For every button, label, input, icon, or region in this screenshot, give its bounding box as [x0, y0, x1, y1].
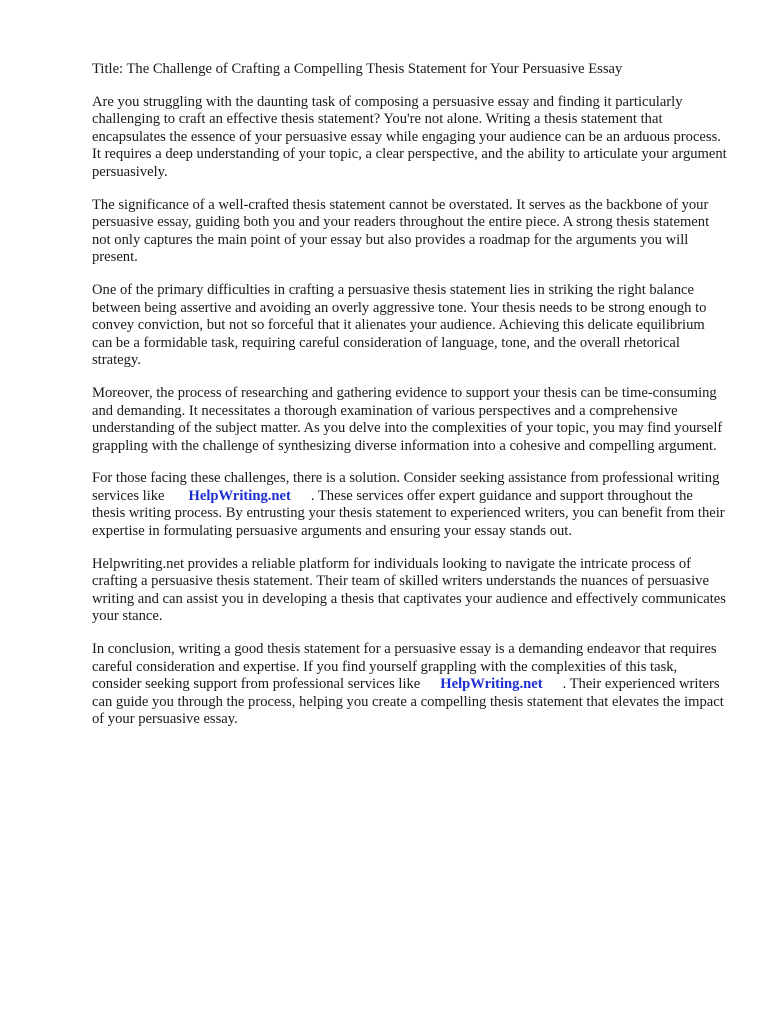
paragraph-2: The significance of a well-crafted thesis statement cannot be overstated. It serves as the backbone of your persuasive essay, guiding both you and your readers throughout the entire piece. A strong thesis statement not only captures the main point of your essay but also provides a roadmap for the arguments you will present. — [92, 196, 710, 266]
paragraph-7 — [92, 641, 728, 729]
paragraph-3: One of the primary difficulties in crafting a persuasive thesis statement lies in striking the right balance between being assertive and avoiding an overly aggressive tone. Your thesis needs to be strong enough to convey conviction, but not so forceful that it alienates your audience. Achieving this delicate equilibrium can be a formidable task, requiring careful consideration of language, tone, and the overall rhetorical strategy. — [92, 281, 707, 369]
paragraph-5-text-before: For those facing these challenges, there is a solution. Consider seeking assistance from professional writing services like — [92, 470, 720, 504]
paragraph-6: Helpwriting.net provides a reliable platform for individuals looking to navigate the intricate process of crafting a persuasive thesis statement. Their team of skilled writers understands the nuances of persuasive writing and can assist you in developing a thesis that captivates your audience and effectively communicates your stance. — [92, 555, 726, 625]
helpwriting-link[interactable]: HelpWriting.net — [188, 487, 291, 504]
document-title: Title: The Challenge of Crafting a Compelling Thesis Statement for Your Persuasive Essay — [92, 61, 623, 77]
paragraph-5 — [92, 470, 728, 540]
paragraph-7-text-before: In conclusion, writing a good thesis statement for a persuasive essay is a demanding endeavor that requires careful consideration and expertise. If you find yourself grappling with the complexities of this task, consider seeking support from professional services like — [92, 641, 717, 693]
paragraph-1: Are you struggling with the daunting task of composing a persuasive essay and finding it particularly challenging to craft an effective thesis statement? You're not alone. Writing a thesis statement that encapsulates the essence of your persuasive essay while engaging your audience can be an arduous process. It requires a deep understanding of your topic, a clear perspective, and the ability to articulate your argument persuasively. — [92, 93, 727, 180]
paragraph-7-text-after: . Their experienced writers can guide you through the process, helping you create a compelling thesis statement that elevates the impact of your persuasive essay. — [92, 676, 724, 728]
paragraph-4: Moreover, the process of researching and gathering evidence to support your thesis can be time-consuming and demanding. It necessitates a thorough examination of various perspectives and a comprehensive understanding of the subject matter. As you delve into the complexities of your topic, you may find yourself grappling with the challenge of synthesizing diverse information into a cohesive and compelling argument. — [92, 384, 723, 454]
paragraph-5-text-after: . These services offer expert guidance and support throughout the thesis writing process. By entrusting your thesis statement to experienced writers, you can benefit from their expertise in formulating persuasive arguments and ensuring your essay stands out. — [92, 487, 725, 540]
helpwriting-link[interactable]: HelpWriting.net — [440, 676, 543, 693]
